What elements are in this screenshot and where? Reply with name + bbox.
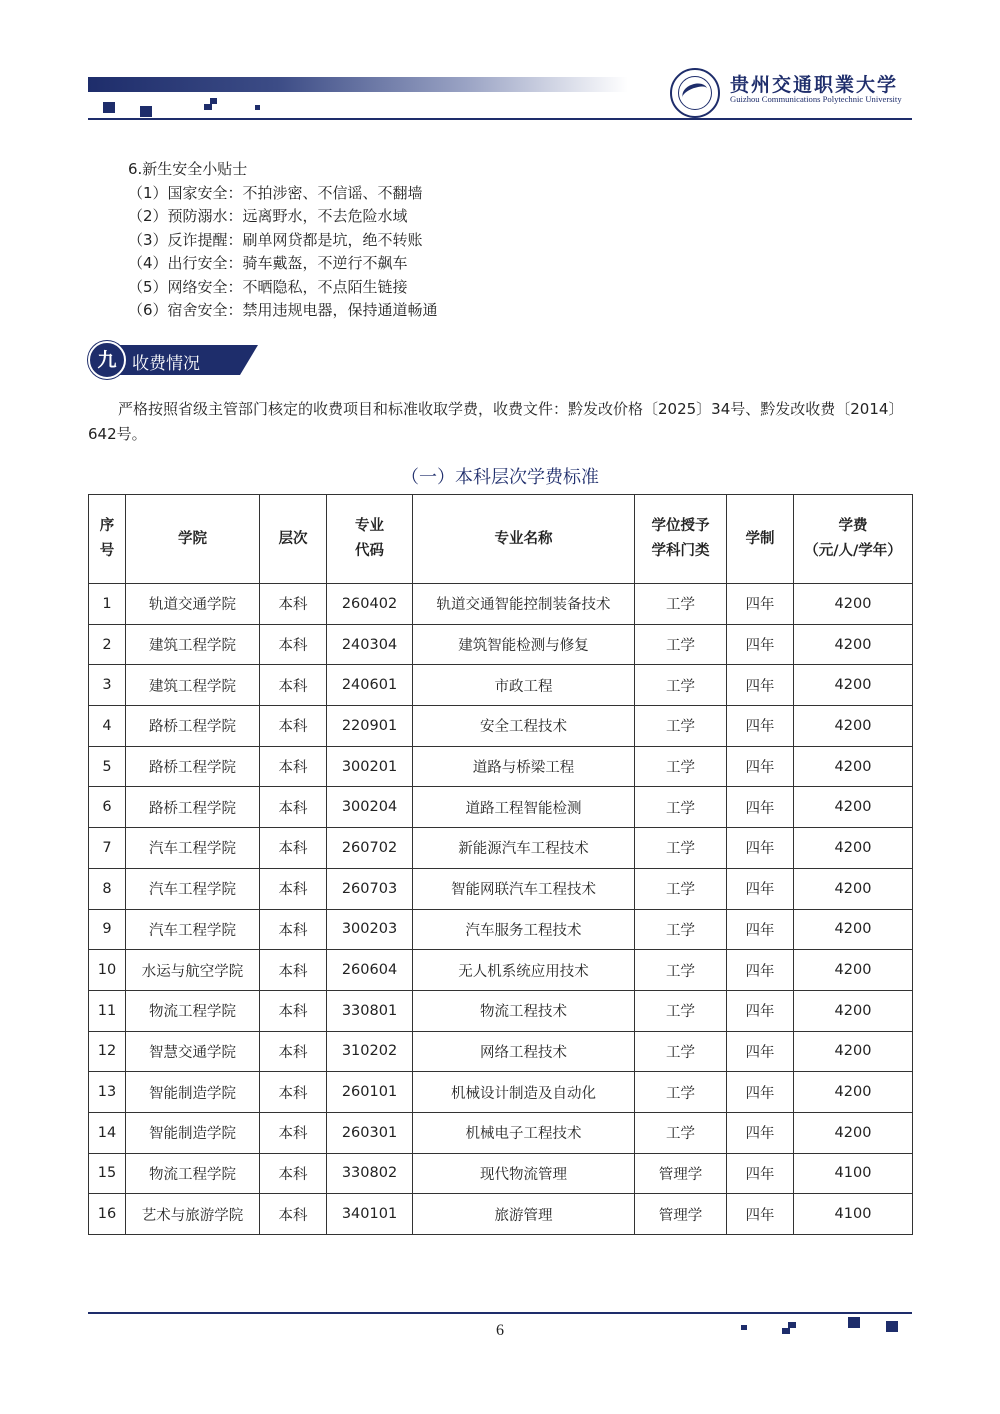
table-cell: 4200 xyxy=(794,665,913,706)
table-cell: 本科 xyxy=(260,665,327,706)
table-cell: 3 xyxy=(89,665,126,706)
table-cell: 机械设计制造及自动化 xyxy=(413,1072,635,1113)
tip-item: （4）出行安全：骑车戴盔，不逆行不飙车 xyxy=(128,254,408,272)
fee-intro-paragraph: 严格按照省级主管部门核定的收费项目和标准收取学费，收费文件：黔发改价格〔2025〕34号、黔发改收费〔2014〕642号。 xyxy=(88,400,904,443)
table-cell: 工学 xyxy=(635,990,727,1031)
table-cell: 新能源汽车工程技术 xyxy=(413,828,635,869)
table-cell: 四年 xyxy=(727,1031,794,1072)
table-cell: 四年 xyxy=(727,828,794,869)
table-cell: 240304 xyxy=(327,624,413,665)
table-cell: 260402 xyxy=(327,584,413,625)
table-cell: 建筑工程学院 xyxy=(126,665,260,706)
table-cell: 四年 xyxy=(727,706,794,747)
table-cell: 8 xyxy=(89,868,126,909)
table-cell: 四年 xyxy=(727,868,794,909)
table-cell: 7 xyxy=(89,828,126,869)
table-cell: 四年 xyxy=(727,665,794,706)
footer-square-3 xyxy=(782,1328,790,1334)
table-cell: 工学 xyxy=(635,787,727,828)
table-cell: 本科 xyxy=(260,868,327,909)
table-cell: 4200 xyxy=(794,868,913,909)
table-title: （一）本科层次学费标准 xyxy=(401,467,599,488)
table-cell: 四年 xyxy=(727,1194,794,1235)
table-cell: 310202 xyxy=(327,1031,413,1072)
tip-item: （3）反诈提醒：刷单网贷都是坑，绝不转账 xyxy=(128,230,423,249)
column-header: 序 号 xyxy=(89,495,126,584)
table-row xyxy=(89,990,913,1031)
table-cell: 工学 xyxy=(635,909,727,950)
table-cell: 2 xyxy=(89,624,126,665)
column-header: 学院 xyxy=(126,495,260,584)
table-cell: 13 xyxy=(89,1072,126,1113)
column-header: 专业 代码 xyxy=(327,495,413,584)
table-row xyxy=(89,706,913,747)
page-number: 6 xyxy=(496,1322,504,1339)
table-cell: 16 xyxy=(89,1194,126,1235)
table-cell: 4200 xyxy=(794,909,913,950)
table-cell: 本科 xyxy=(260,1153,327,1194)
table-cell: 4100 xyxy=(794,1153,913,1194)
table-cell: 4200 xyxy=(794,1112,913,1153)
tuition-table xyxy=(88,494,913,1235)
table-cell: 四年 xyxy=(727,1072,794,1113)
table-cell: 4200 xyxy=(794,624,913,665)
table-cell: 汽车工程学院 xyxy=(126,828,260,869)
table-cell: 260703 xyxy=(327,868,413,909)
table-cell: 本科 xyxy=(260,909,327,950)
safety-tips xyxy=(128,158,438,323)
table-cell: 300203 xyxy=(327,909,413,950)
table-cell: 现代物流管理 xyxy=(413,1153,635,1194)
table-cell: 4200 xyxy=(794,828,913,869)
header-gradient-bar xyxy=(88,77,628,92)
table-cell: 物流工程学院 xyxy=(126,1153,260,1194)
footer-rule xyxy=(88,1312,912,1314)
table-cell: 4200 xyxy=(794,1031,913,1072)
table-row xyxy=(89,746,913,787)
table-cell: 汽车服务工程技术 xyxy=(413,909,635,950)
table-cell: 汽车工程学院 xyxy=(126,868,260,909)
table-cell: 智能制造学院 xyxy=(126,1072,260,1113)
table-cell: 路桥工程学院 xyxy=(126,706,260,747)
table-row xyxy=(89,787,913,828)
table-cell: 四年 xyxy=(727,990,794,1031)
table-cell: 11 xyxy=(89,990,126,1031)
table-cell: 330802 xyxy=(327,1153,413,1194)
table-cell: 轨道交通智能控制装备技术 xyxy=(413,584,635,625)
table-cell: 4200 xyxy=(794,584,913,625)
table-cell: 工学 xyxy=(635,1031,727,1072)
table-cell: 工学 xyxy=(635,706,727,747)
section-title: 收费情况 xyxy=(132,354,200,374)
table-cell: 工学 xyxy=(635,665,727,706)
table-cell: 4200 xyxy=(794,1072,913,1113)
table-cell: 路桥工程学院 xyxy=(126,787,260,828)
header-square-1 xyxy=(103,102,115,113)
column-header: 学费 （元/人/学年） xyxy=(794,495,913,584)
table-row xyxy=(89,1153,913,1194)
tip-item: （2）预防溺水：远离野水，不去危险水域 xyxy=(128,207,408,225)
table-row xyxy=(89,624,913,665)
table-cell: 4100 xyxy=(794,1194,913,1235)
table-cell: 本科 xyxy=(260,990,327,1031)
table-cell: 本科 xyxy=(260,624,327,665)
table-cell: 330801 xyxy=(327,990,413,1031)
header-square-2 xyxy=(140,106,152,117)
table-cell: 水运与航空学院 xyxy=(126,950,260,991)
header-square-5 xyxy=(255,105,260,110)
table-cell: 道路与桥梁工程 xyxy=(413,746,635,787)
table-cell: 工学 xyxy=(635,828,727,869)
table-cell: 四年 xyxy=(727,746,794,787)
table-cell: 4200 xyxy=(794,746,913,787)
table-cell: 物流工程技术 xyxy=(413,990,635,1031)
table-cell: 本科 xyxy=(260,746,327,787)
table-cell: 5 xyxy=(89,746,126,787)
footer-square-1 xyxy=(741,1325,747,1330)
table-cell: 管理学 xyxy=(635,1153,727,1194)
table-cell: 4200 xyxy=(794,990,913,1031)
section-number-badge: 九 xyxy=(88,341,126,379)
university-name-en: Guizhou Communications Polytechnic University xyxy=(730,94,902,104)
table-cell: 4200 xyxy=(794,706,913,747)
table-cell: 4 xyxy=(89,706,126,747)
table-cell: 14 xyxy=(89,1112,126,1153)
table-cell: 安全工程技术 xyxy=(413,706,635,747)
table-cell: 12 xyxy=(89,1031,126,1072)
table-cell: 6 xyxy=(89,787,126,828)
table-cell: 本科 xyxy=(260,1072,327,1113)
table-cell: 300201 xyxy=(327,746,413,787)
table-cell: 建筑工程学院 xyxy=(126,624,260,665)
table-row xyxy=(89,868,913,909)
column-header: 专业名称 xyxy=(413,495,635,584)
table-cell: 220901 xyxy=(327,706,413,747)
table-cell: 工学 xyxy=(635,746,727,787)
table-cell: 工学 xyxy=(635,950,727,991)
table-cell: 工学 xyxy=(635,584,727,625)
table-row xyxy=(89,1072,913,1113)
table-cell: 本科 xyxy=(260,1194,327,1235)
table-cell: 工学 xyxy=(635,624,727,665)
table-cell: 本科 xyxy=(260,584,327,625)
table-cell: 道路工程智能检测 xyxy=(413,787,635,828)
table-cell: 网络工程技术 xyxy=(413,1031,635,1072)
table-cell: 四年 xyxy=(727,624,794,665)
table-cell: 9 xyxy=(89,909,126,950)
table-cell: 240601 xyxy=(327,665,413,706)
table-cell: 本科 xyxy=(260,828,327,869)
table-cell: 本科 xyxy=(260,1031,327,1072)
table-cell: 260301 xyxy=(327,1112,413,1153)
table-cell: 本科 xyxy=(260,787,327,828)
table-cell: 300204 xyxy=(327,787,413,828)
table-cell: 市政工程 xyxy=(413,665,635,706)
table-row xyxy=(89,665,913,706)
table-cell: 智慧交通学院 xyxy=(126,1031,260,1072)
footer-square-4 xyxy=(848,1317,860,1328)
table-cell: 工学 xyxy=(635,1112,727,1153)
table-row xyxy=(89,909,913,950)
column-header: 学位授予 学科门类 xyxy=(635,495,727,584)
table-cell: 本科 xyxy=(260,706,327,747)
table-cell: 4200 xyxy=(794,950,913,991)
table-cell: 4200 xyxy=(794,787,913,828)
tip-item: （6）宿舍安全：禁用违规电器，保持通道畅通 xyxy=(128,301,438,319)
table-cell: 无人机系统应用技术 xyxy=(413,950,635,991)
table-row xyxy=(89,584,913,625)
footer-square-5 xyxy=(886,1321,898,1332)
table-cell: 10 xyxy=(89,950,126,991)
table-cell: 建筑智能检测与修复 xyxy=(413,624,635,665)
university-name-cn: 贵州交通职業大学 xyxy=(730,74,899,96)
table-cell: 路桥工程学院 xyxy=(126,746,260,787)
table-cell: 汽车工程学院 xyxy=(126,909,260,950)
column-header: 学制 xyxy=(727,495,794,584)
table-cell: 本科 xyxy=(260,950,327,991)
table-cell: 260702 xyxy=(327,828,413,869)
table-cell: 机械电子工程技术 xyxy=(413,1112,635,1153)
table-cell: 四年 xyxy=(727,787,794,828)
table-cell: 智能网联汽车工程技术 xyxy=(413,868,635,909)
table-cell: 旅游管理 xyxy=(413,1194,635,1235)
table-cell: 四年 xyxy=(727,950,794,991)
column-header: 层次 xyxy=(260,495,327,584)
university-seal-icon xyxy=(670,68,720,118)
header-square-4 xyxy=(204,104,212,110)
table-cell: 四年 xyxy=(727,909,794,950)
header-rule xyxy=(88,118,912,120)
tip-item: （5）网络安全：不晒隐私，不点陌生链接 xyxy=(128,277,408,296)
table-cell: 340101 xyxy=(327,1194,413,1235)
table-cell: 四年 xyxy=(727,1153,794,1194)
table-row xyxy=(89,1031,913,1072)
table-cell: 四年 xyxy=(727,584,794,625)
table-cell: 260604 xyxy=(327,950,413,991)
table-cell: 智能制造学院 xyxy=(126,1112,260,1153)
table-cell: 本科 xyxy=(260,1112,327,1153)
table-row xyxy=(89,1194,913,1235)
table-cell: 艺术与旅游学院 xyxy=(126,1194,260,1235)
tips-heading: 6.新生安全小贴士 xyxy=(128,160,248,178)
table-row xyxy=(89,950,913,991)
table-row xyxy=(89,828,913,869)
table-cell: 管理学 xyxy=(635,1194,727,1235)
table-cell: 四年 xyxy=(727,1112,794,1153)
tip-item: （1）国家安全：不拍涉密、不信谣、不翻墙 xyxy=(128,183,423,202)
section-heading xyxy=(88,341,258,379)
table-cell: 1 xyxy=(89,584,126,625)
table-row xyxy=(89,1112,913,1153)
table-cell: 工学 xyxy=(635,1072,727,1113)
table-cell: 物流工程学院 xyxy=(126,990,260,1031)
table-header-row xyxy=(89,495,913,584)
table-cell: 工学 xyxy=(635,868,727,909)
table-cell: 15 xyxy=(89,1153,126,1194)
table-cell: 260101 xyxy=(327,1072,413,1113)
table-cell: 轨道交通学院 xyxy=(126,584,260,625)
